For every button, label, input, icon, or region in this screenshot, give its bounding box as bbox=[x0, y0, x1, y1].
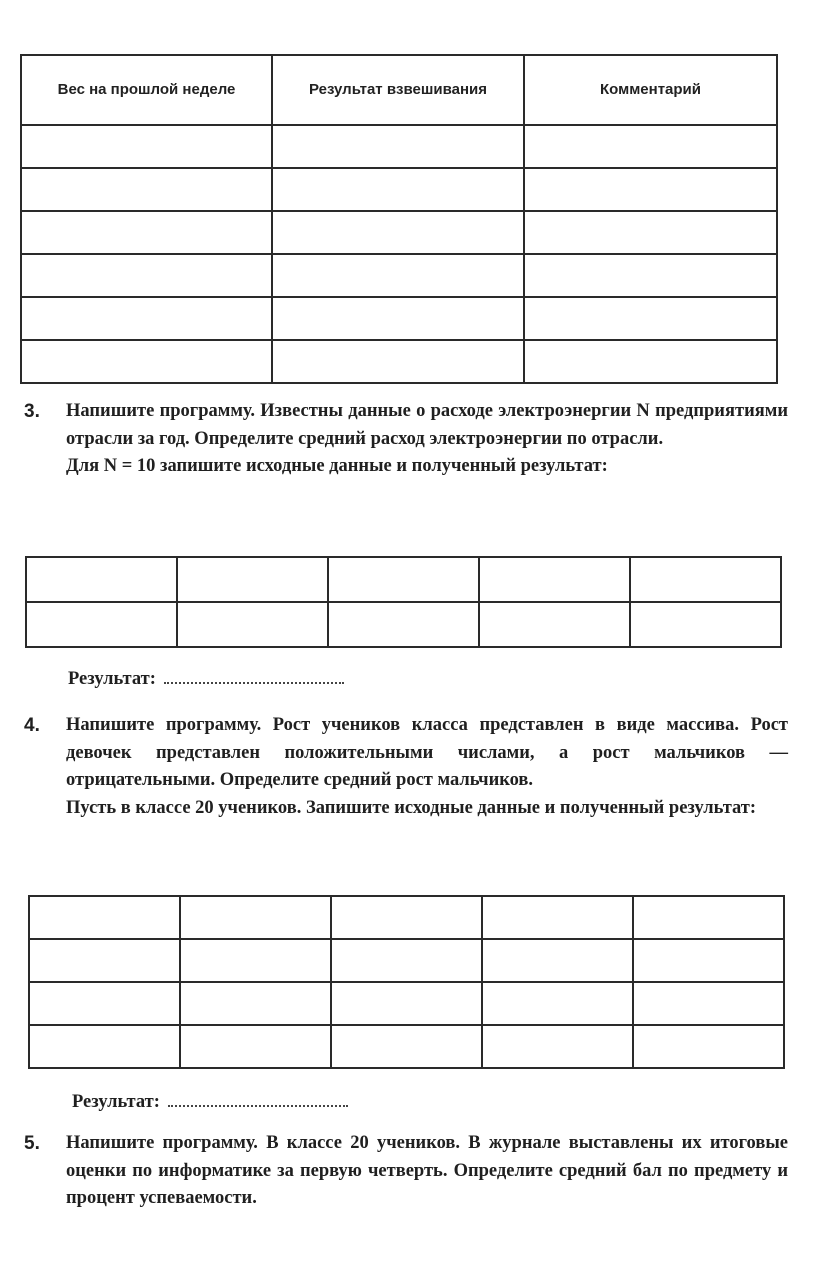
empty-cell[interactable] bbox=[21, 211, 272, 254]
grid-cell[interactable] bbox=[177, 602, 328, 647]
task-number: 3. bbox=[24, 401, 40, 422]
empty-cell[interactable] bbox=[21, 168, 272, 211]
grid-cell[interactable] bbox=[482, 939, 633, 982]
empty-cell[interactable] bbox=[21, 340, 272, 383]
grid-cell[interactable] bbox=[633, 939, 784, 982]
grid-cell[interactable] bbox=[630, 557, 781, 602]
input-data-grid-task-4 bbox=[28, 895, 785, 1069]
result-label: Результат: bbox=[72, 1092, 160, 1112]
task-instruction: Пусть в классе 20 учеников. Запишите исходные данные и полученный результат: bbox=[66, 797, 757, 818]
task-5 bbox=[24, 1130, 788, 1213]
empty-cell[interactable] bbox=[272, 125, 524, 168]
grid-cell[interactable] bbox=[29, 1025, 180, 1068]
table-row bbox=[21, 125, 777, 168]
grid-cell[interactable] bbox=[26, 602, 177, 647]
grid-cell[interactable] bbox=[479, 557, 630, 602]
table-row bbox=[21, 340, 777, 383]
grid-cell[interactable] bbox=[177, 557, 328, 602]
table-row bbox=[21, 211, 777, 254]
grid-row bbox=[26, 602, 781, 647]
table-header-row bbox=[21, 55, 777, 125]
empty-cell[interactable] bbox=[272, 254, 524, 297]
table-row bbox=[21, 297, 777, 340]
grid-cell[interactable] bbox=[180, 939, 331, 982]
table-row bbox=[21, 168, 777, 211]
column-header-last-week-weight: Вес на прошлой неделе bbox=[21, 55, 272, 125]
column-header-weighing-result: Результат взвешивания bbox=[272, 55, 524, 125]
grid-cell[interactable] bbox=[26, 557, 177, 602]
task-text: Напишите программу. Известны данные о расходе электроэнергии N предприятиями отрасли за год. Определите средний расход электроэнергии по отрасли. bbox=[66, 401, 788, 449]
grid-cell[interactable] bbox=[328, 602, 479, 647]
grid-cell[interactable] bbox=[482, 1025, 633, 1068]
empty-cell[interactable] bbox=[524, 125, 777, 168]
empty-cell[interactable] bbox=[524, 168, 777, 211]
task-3 bbox=[24, 398, 788, 481]
result-label: Результат: bbox=[68, 669, 156, 689]
task-text: Напишите программу. Рост учеников класса представлен в виде массива. Рост девочек представлен положительными числами, а рост мальчиков — отрицательными. Определите средний рост мальчиков. bbox=[66, 715, 788, 790]
grid-row bbox=[29, 896, 784, 939]
grid-cell[interactable] bbox=[479, 602, 630, 647]
grid-cell[interactable] bbox=[29, 939, 180, 982]
grid-cell[interactable] bbox=[630, 602, 781, 647]
empty-cell[interactable] bbox=[21, 297, 272, 340]
result-line-task-4 bbox=[72, 1091, 348, 1113]
column-header-comment: Комментарий bbox=[524, 55, 777, 125]
empty-cell[interactable] bbox=[21, 254, 272, 297]
empty-cell[interactable] bbox=[524, 297, 777, 340]
grid-cell[interactable] bbox=[331, 982, 482, 1025]
grid-cell[interactable] bbox=[633, 982, 784, 1025]
empty-cell[interactable] bbox=[524, 254, 777, 297]
grid-cell[interactable] bbox=[29, 896, 180, 939]
grid-row bbox=[29, 982, 784, 1025]
grid-cell[interactable] bbox=[328, 557, 479, 602]
empty-cell[interactable] bbox=[272, 340, 524, 383]
grid-cell[interactable] bbox=[482, 896, 633, 939]
grid-row bbox=[26, 557, 781, 602]
grid-cell[interactable] bbox=[331, 896, 482, 939]
table-row bbox=[21, 254, 777, 297]
grid-cell[interactable] bbox=[180, 982, 331, 1025]
empty-cell[interactable] bbox=[272, 168, 524, 211]
input-data-grid-task-3 bbox=[25, 556, 782, 648]
grid-cell[interactable] bbox=[633, 1025, 784, 1068]
grid-cell[interactable] bbox=[180, 896, 331, 939]
grid-cell[interactable] bbox=[180, 1025, 331, 1068]
empty-cell[interactable] bbox=[272, 297, 524, 340]
grid-cell[interactable] bbox=[29, 982, 180, 1025]
answer-blank[interactable] bbox=[168, 1091, 348, 1107]
weight-table bbox=[20, 54, 778, 384]
task-instruction: Для N = 10 запишите исходные данные и полученный результат: bbox=[66, 456, 608, 476]
empty-cell[interactable] bbox=[21, 125, 272, 168]
empty-cell[interactable] bbox=[524, 340, 777, 383]
grid-row bbox=[29, 939, 784, 982]
task-text: Напишите программу. В классе 20 учеников. В журнале выставлены их итоговые оценки по информатике за первую четверть. Определите средний бал по предмету и процент успеваемости. bbox=[66, 1133, 788, 1208]
answer-blank[interactable] bbox=[164, 668, 344, 684]
grid-cell[interactable] bbox=[482, 982, 633, 1025]
grid-cell[interactable] bbox=[331, 939, 482, 982]
grid-row bbox=[29, 1025, 784, 1068]
grid-cell[interactable] bbox=[331, 1025, 482, 1068]
task-4 bbox=[24, 712, 788, 822]
empty-cell[interactable] bbox=[524, 211, 777, 254]
task-number: 5. bbox=[24, 1133, 40, 1154]
result-line-task-3 bbox=[68, 668, 344, 690]
task-number: 4. bbox=[24, 715, 40, 736]
empty-cell[interactable] bbox=[272, 211, 524, 254]
grid-cell[interactable] bbox=[633, 896, 784, 939]
